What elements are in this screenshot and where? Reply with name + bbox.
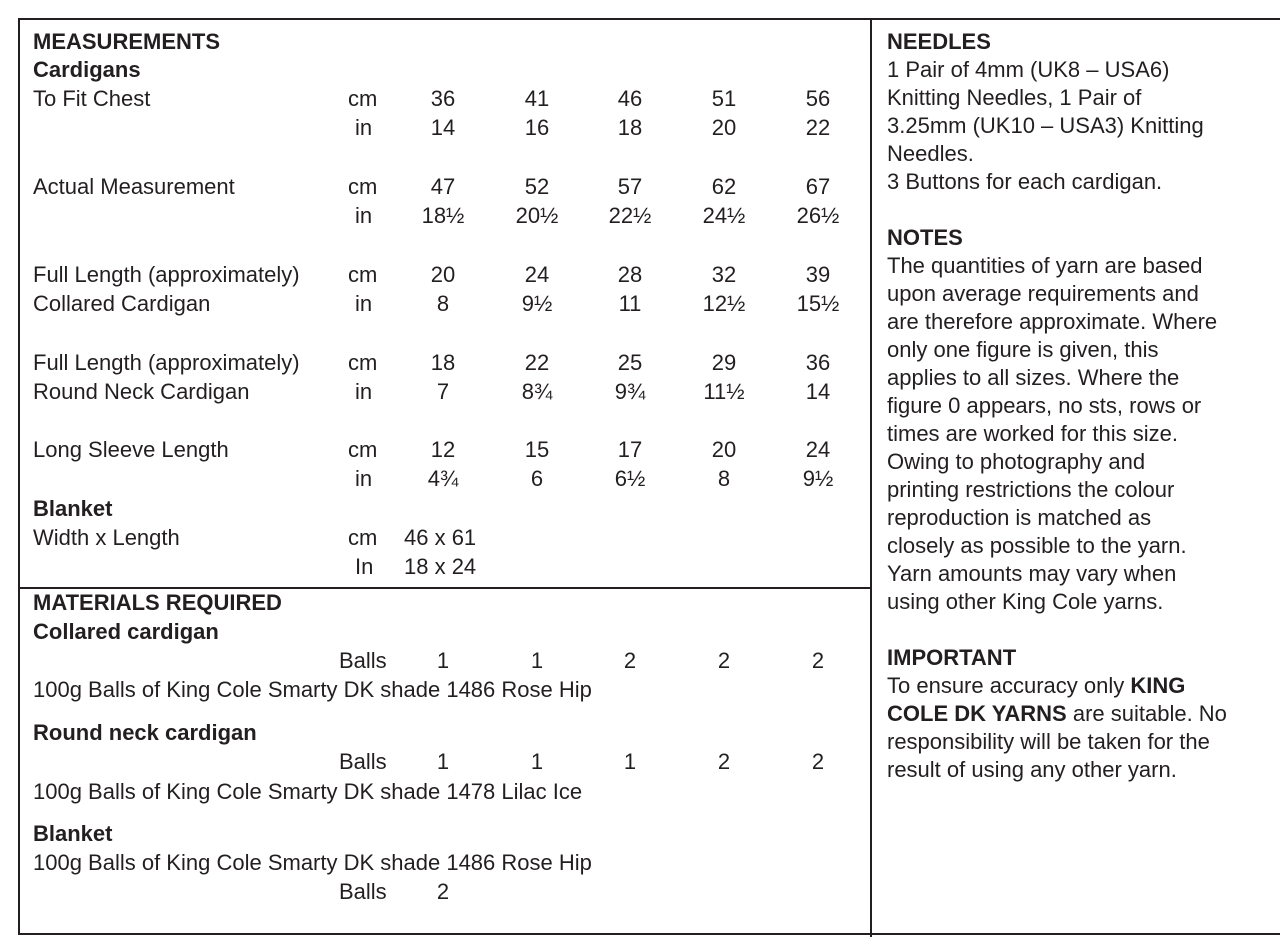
- value-in: 9½: [521, 291, 553, 316]
- value-cm: 52: [524, 174, 550, 199]
- value-cm: 25: [617, 350, 643, 375]
- unit-cm: cm: [348, 174, 378, 199]
- value-cm: 20: [711, 437, 737, 462]
- notes-line: reproduction is matched as: [887, 505, 1152, 530]
- value-in: 4¾: [427, 466, 459, 491]
- notes-line: applies to all sizes. Where the: [887, 365, 1180, 390]
- value-in: 26½: [796, 203, 840, 228]
- value-cm: 62: [711, 174, 737, 199]
- needles-line: 3.25mm (UK10 – USA3) Knitting: [887, 113, 1204, 138]
- balls-value: 1: [530, 749, 544, 774]
- value-in: 9½: [802, 466, 834, 491]
- value-in: 7: [436, 379, 450, 404]
- row-label: Full Length (approximately): [33, 350, 300, 375]
- value-cm: 36: [430, 86, 456, 111]
- value-cm: 20: [430, 262, 456, 287]
- needles-line: Needles.: [887, 141, 974, 166]
- measurements-title: MEASUREMENTS: [33, 29, 221, 54]
- right-column: [887, 28, 1267, 784]
- unit-in: in: [355, 466, 373, 491]
- round-heading: Round neck cardigan: [33, 720, 257, 745]
- notes-text: [887, 252, 1267, 616]
- value-cm: 12: [430, 437, 456, 462]
- needles-title: NEEDLES: [887, 29, 991, 54]
- notes-line: Owing to photography and: [887, 449, 1146, 474]
- unit-cm: cm: [348, 86, 378, 111]
- important-line-3: responsibility will be taken for the: [887, 729, 1210, 754]
- value-in: 11: [618, 291, 642, 316]
- value-in: 9¾: [614, 379, 646, 404]
- collared-heading: Collared cardigan: [33, 619, 219, 644]
- collared-balls-label: Balls: [339, 648, 387, 673]
- balls-value: 2: [717, 749, 731, 774]
- value-cm: 15: [524, 437, 550, 462]
- value-in: 12½: [702, 291, 746, 316]
- unit-cm: cm: [348, 262, 378, 287]
- unit-in: in: [355, 291, 373, 316]
- value-cm: 29: [711, 350, 737, 375]
- value-cm: 46: [617, 86, 643, 111]
- balls-value: 1: [436, 648, 450, 673]
- row-label: Actual Measurement: [33, 174, 235, 199]
- value-cm: 18: [430, 350, 456, 375]
- important-line-4: result of using any other yarn.: [887, 757, 1177, 782]
- important-line-2: COLE DK YARNS are suitable. No: [887, 701, 1227, 726]
- blanket-label: Width x Length: [33, 525, 180, 550]
- value-cm: 41: [524, 86, 550, 111]
- important-title: IMPORTANT: [887, 645, 1017, 670]
- round-yarn: 100g Balls of King Cole Smarty DK shade 1478 Lilac Ice: [33, 779, 583, 804]
- value-cm: 17: [617, 437, 643, 462]
- needles-text: [887, 56, 1267, 196]
- column-divider: [870, 18, 872, 937]
- value-in: 6: [530, 466, 544, 491]
- notes-line: closely as possible to the yarn.: [887, 533, 1187, 558]
- balls-value: 2: [717, 648, 731, 673]
- value-in: 8¾: [521, 379, 553, 404]
- value-cm: 57: [617, 174, 643, 199]
- needles-line: 3 Buttons for each cardigan.: [887, 169, 1163, 194]
- important-line-1: To ensure accuracy only KING: [887, 673, 1186, 698]
- blanket-size-cm: 46 x 61: [404, 525, 477, 550]
- value-in: 22: [805, 115, 831, 140]
- value-in: 22½: [608, 203, 652, 228]
- unit-cm: cm: [348, 437, 378, 462]
- value-in: 20: [711, 115, 737, 140]
- blanket-size-in: 18 x 24: [404, 554, 477, 579]
- notes-line: upon average requirements and: [887, 281, 1199, 306]
- value-cm: 24: [805, 437, 831, 462]
- collared-yarn: 100g Balls of King Cole Smarty DK shade 1486 Rose Hip: [33, 677, 592, 702]
- value-in: 11½: [703, 379, 745, 404]
- notes-line: printing restrictions the colour: [887, 477, 1175, 502]
- needles-line: 1 Pair of 4mm (UK8 – USA6): [887, 57, 1170, 82]
- value-in: 14: [430, 115, 456, 140]
- value-cm: 51: [711, 86, 737, 111]
- unit-in: in: [355, 115, 373, 140]
- unit-in: in: [355, 379, 373, 404]
- notes-title: NOTES: [887, 225, 963, 250]
- balls-value: 1: [623, 749, 637, 774]
- value-cm: 67: [805, 174, 831, 199]
- notes-line: The quantities of yarn are based: [887, 253, 1203, 278]
- needles-line: Knitting Needles, 1 Pair of: [887, 85, 1142, 110]
- materials-title: MATERIALS REQUIRED: [33, 590, 282, 615]
- value-in: 15½: [796, 291, 840, 316]
- balls-value: 1: [436, 749, 450, 774]
- balls-value: 2: [811, 648, 825, 673]
- blanket-balls-value: 2: [436, 879, 450, 904]
- row-sublabel: Collared Cardigan: [33, 291, 211, 316]
- value-cm: 56: [805, 86, 831, 111]
- row-label: To Fit Chest: [33, 86, 151, 111]
- value-cm: 47: [430, 174, 456, 199]
- blanket-yarn: 100g Balls of King Cole Smarty DK shade 1486 Rose Hip: [33, 850, 592, 875]
- blanket-unit-cm: cm: [348, 525, 378, 550]
- value-in: 8: [717, 466, 731, 491]
- value-in: 24½: [702, 203, 746, 228]
- value-in: 18½: [421, 203, 465, 228]
- value-cm: 39: [805, 262, 831, 287]
- row-label: Full Length (approximately): [33, 262, 300, 287]
- notes-line: using other King Cole yarns.: [887, 589, 1164, 614]
- notes-line: figure 0 appears, no sts, rows or: [887, 393, 1202, 418]
- value-cm: 32: [711, 262, 737, 287]
- notes-line: only one figure is given, this: [887, 337, 1159, 362]
- notes-line: Yarn amounts may vary when: [887, 561, 1177, 586]
- blanket-balls-label: Balls: [339, 879, 387, 904]
- value-in: 6½: [614, 466, 646, 491]
- value-in: 14: [805, 379, 831, 404]
- round-balls-label: Balls: [339, 749, 387, 774]
- value-in: 18: [617, 115, 643, 140]
- value-cm: 28: [617, 262, 643, 287]
- unit-cm: cm: [348, 350, 378, 375]
- blanket-unit-in: In: [355, 554, 374, 579]
- value-cm: 22: [524, 350, 550, 375]
- notes-line: are therefore approximate. Where: [887, 309, 1218, 334]
- materials-blanket-heading: Blanket: [33, 821, 113, 846]
- notes-line: times are worked for this size.: [887, 421, 1178, 446]
- value-in: 20½: [515, 203, 559, 228]
- balls-value: 2: [811, 749, 825, 774]
- value-cm: 36: [805, 350, 831, 375]
- unit-in: in: [355, 203, 373, 228]
- row-sublabel: Round Neck Cardigan: [33, 379, 250, 404]
- row-label: Long Sleeve Length: [33, 437, 229, 462]
- value-in: 8: [436, 291, 450, 316]
- blanket-heading: Blanket: [33, 496, 113, 521]
- balls-value: 1: [530, 648, 544, 673]
- value-cm: 24: [524, 262, 550, 287]
- value-in: 16: [524, 115, 550, 140]
- cardigans-heading: Cardigans: [33, 57, 141, 82]
- balls-value: 2: [623, 648, 637, 673]
